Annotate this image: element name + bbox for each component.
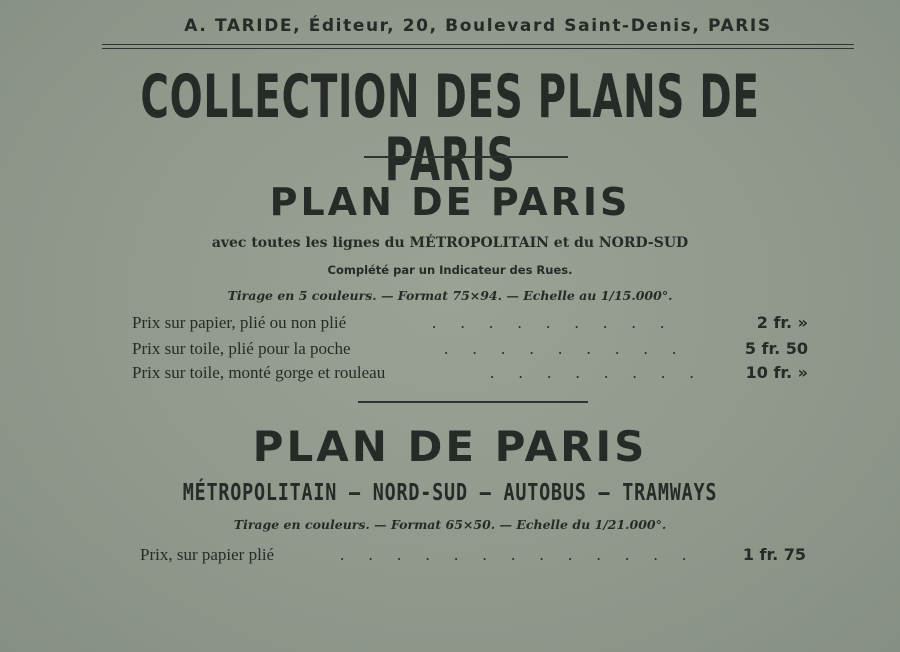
plan2-lines: MÉTROPOLITAIN — NORD-SUD — AUTOBUS — TRAMWAYS (182, 480, 718, 506)
leader-dots: . . . . . . . . . (444, 339, 687, 358)
collection-title: COLLECTION DES PLANS DE PARIS (140, 62, 760, 195)
price-row (132, 339, 808, 361)
leader-dots: . . . . . . . . . (432, 313, 675, 332)
section-divider (364, 156, 568, 158)
price-label: Prix sur toile, monté gorge et rouleau (132, 363, 386, 382)
price-row (140, 545, 806, 567)
price-value: 10 fr. » (745, 363, 808, 382)
price-label: Prix sur toile, plié pour la poche (132, 339, 351, 358)
price-value: 5 fr. 50 (744, 339, 808, 358)
section-divider (358, 401, 588, 403)
leader-dots: . . . . . . . . . . . . . (340, 545, 697, 564)
leader-dots: . . . . . . . . (490, 363, 704, 382)
plan1-title: PLAN DE PARIS (269, 180, 631, 224)
price-row (132, 363, 808, 385)
publisher-header: A. TARIDE, Éditeur, 20, Boulevard Saint-Denis, PARIS (184, 16, 772, 36)
price-row (132, 313, 808, 335)
price-label: Prix, sur papier plié (140, 545, 275, 564)
plan1-subtitle2: Complété par un Indicateur des Rues. (327, 263, 573, 277)
price-value: 2 fr. » (756, 313, 808, 332)
plan1-specs: Tirage en 5 couleurs. — Format 75×94. — Echelle au 1/15.000°. (227, 288, 673, 303)
plan2-specs: Tirage en couleurs. — Format 65×50. — Echelle du 1/21.000°. (233, 517, 667, 532)
price-label: Prix sur papier, plié ou non plié (132, 313, 347, 332)
plan1-subtitle: avec toutes les lignes du MÉTROPOLITAIN et du NORD-SUD (211, 235, 689, 251)
plan2-title: PLAN DE PARIS (252, 422, 648, 471)
price-value: 1 fr. 75 (742, 545, 806, 564)
header-double-rule (102, 44, 854, 49)
